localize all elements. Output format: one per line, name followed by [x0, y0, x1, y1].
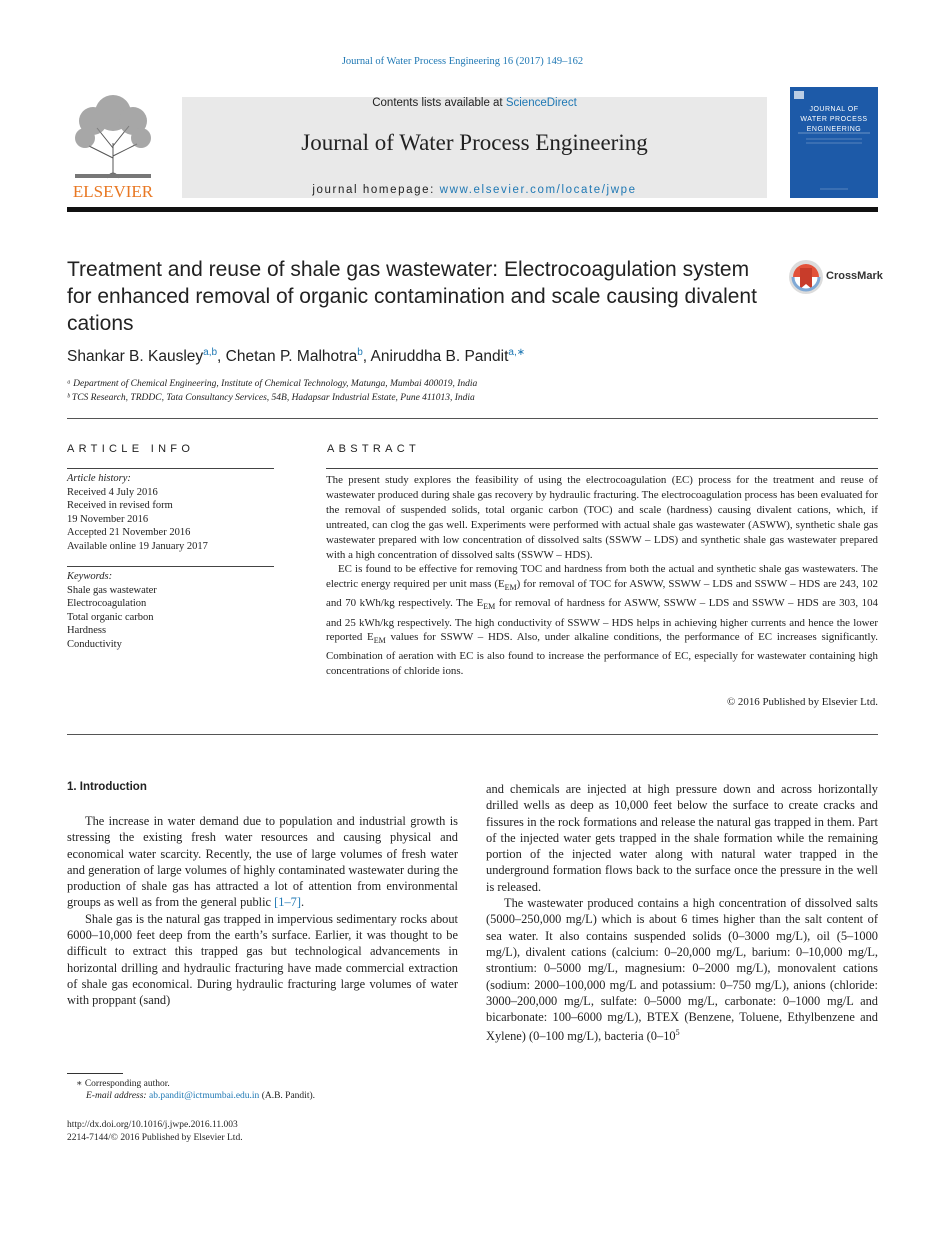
body-column-left [67, 813, 458, 1009]
elsevier-tree-logo [67, 88, 159, 200]
body-paragraph: Shale gas is the natural gas trapped in impervious sedimentary rocks about 6000–10,000 feet deep from the earth’s surface. Earlier, it was thought to be difficult to extract this trapped gas but technological advancements in horizontal drilling and hydraulic fracturing have made commercial extraction of shale gas economical. During hydraulic fracturing large volumes of water with proppant (sand) [67, 911, 458, 1008]
keywords-label: Keywords: [67, 571, 113, 582]
abstract-text: values for SSWW – HDS. Also, under alkaline conditions, the performance of EC increases significantly. Combination of aeration with EC is also found to increase the performance of EC, especially for wastewater containing high concentrations of chloride ions. [326, 631, 878, 678]
article-title: Treatment and reuse of shale gas wastewater: Electrocoagulation system for enhanced removal of organic contamination and scale causing divalent cations [67, 258, 757, 335]
homepage-link[interactable]: www.elsevier.com/locate/jwpe [439, 184, 637, 196]
footnote-email [86, 1091, 315, 1101]
header-rule [67, 207, 878, 212]
cover-title-line: WATER PROCESS [800, 116, 868, 123]
sciencedirect-link[interactable]: ScienceDirect [505, 97, 577, 109]
author-affiliation-marker[interactable]: a,∗ [508, 347, 526, 358]
subscript-em: EM [504, 583, 517, 593]
abstract-paragraph [326, 562, 878, 679]
cover-title [790, 105, 878, 135]
body-paragraph [486, 895, 878, 1045]
affiliation-b: ᵇ TCS Research, TRDDC, Tata Consultancy Services, 54B, Hadapsar Industrial Estate, Pune 411013, India [67, 393, 475, 403]
author-affiliation-marker[interactable]: a,b [203, 347, 218, 358]
cover-art [790, 87, 878, 198]
abstract-end-rule [67, 734, 878, 735]
citation-link[interactable]: [1–7] [274, 895, 301, 910]
body-paragraph [67, 813, 458, 911]
keyword: Conductivity [67, 639, 122, 650]
author-list: Shankar B. Kausley$^{a,b}$, Chetan P. Malhotra$^b$, Aniruddha B. Pandit$^{a,∗}$ [67, 347, 526, 366]
cover-title-line: JOURNAL OF [809, 106, 859, 113]
subscript-em: EM [483, 602, 496, 612]
affiliation-a: ᵃ Department of Chemical Engineering, Institute of Chemical Technology, Matunga, Mumbai 400019, India [67, 379, 478, 389]
section-heading: 1. Introduction [67, 781, 147, 793]
body-text: . [300, 895, 305, 910]
abstract-text: for removal of hardness for ASWW, SSWW – LDS and SSWW – HDS are 303, 104 and 25 kWh/kg respectively. The high conductivity of SSWW – HDS helps in achieving higher currents and hence the lower reported E [326, 597, 878, 644]
abstract-paragraph: The present study explores the feasibility of using the electrocoagulation (EC) process for the treatment and reuse of wastewater produced during shale gas recovery by hydraulic fracturing. The electrocoagulation process has been evaluated for the removal of suspended solids, total organic carbon (TOC) and scale (hardness) causing divalent cations, which, if untreated, can clog the gas well. Experiments were performed with actual shale gas wastewater (ASWW), synthetic shale gas wastewater prepared with low concentration of dissolved salts (SSWW – LDS) and synthetic shale gas wastewater prepared with a high concentration of dissolved salts (SSWW – HDS). [326, 474, 878, 561]
running-head[interactable]: Journal of Water Process Engineering 16 (2017) 149–162 [341, 56, 584, 67]
history-item: Received in revised form [67, 500, 173, 511]
body-paragraph: and chemicals are injected at high pressure down and across horizontally drilled wells as deep as 10,000 feet below the surface to create cracks and fissures in the rock formations and release the natural gas trapped in them. Part of the injected water gets trapped in the shale formation while the remaining portion of the injected water along with natural water trapped in the underground formation flows back to the surface once the pressure in the well is released. [486, 782, 878, 894]
homepage-prefix: journal homepage: [312, 184, 440, 196]
homepage-line [182, 184, 767, 196]
superscript: 5 [675, 1028, 680, 1038]
abstract-text: EC is found to be effective for removing TOC and hardness from both the actual and synthetic shale gas wastewaters. The electric energy required per unit mass (E [326, 563, 878, 591]
author-name[interactable]: Aniruddha B. Pandit [370, 348, 509, 366]
publisher-wordmark: ELSEVIER [72, 182, 154, 200]
body-text: The wastewater produced contains a high concentration of dissolved salts (5000–250,000 mg/L) which is about 6 times higher than the salt content of sea water. It also contains suspended solids (0–3000 mg/L), oil (5–1000 mg/L), divalent cations (calcium: 0–20,000 mg/L, barium: 0–10,000 mg/L, strontium: 0–5000 mg/L, magnesium: 0–2000 mg/L), monovalent cations (sodium: 2000–100,000 mg/L and potassium: 0–750 mg/L), anions (chloride: 3000–200,000 mg/L, sulfate: 0–5000 mg/L, carbonate: 0–1000 mg/L and bicarbonate: 100–6000 mg/L), BTEX (Benzene, Toluene, Ethylbenzene and Xylene) (0–100 mg/L), bacteria (0–10 [486, 896, 878, 1044]
history-item: 19 November 2016 [67, 514, 149, 525]
author-name[interactable]: Shankar B. Kausley [67, 348, 204, 366]
email-link[interactable]: ab.pandit@ictmumbai.edu.in [148, 1091, 260, 1101]
email-label: E-mail address: [86, 1091, 149, 1101]
issn-line: 2214-7144/© 2016 Published by Elsevier Ltd. [67, 1133, 243, 1143]
abstract-body [326, 473, 878, 679]
keyword: Hardness [67, 625, 107, 636]
history-item: Available online 19 January 2017 [67, 541, 208, 552]
abstract-rule [326, 468, 878, 469]
title-rule [67, 418, 878, 419]
history-item: Accepted 21 November 2016 [67, 527, 191, 538]
abstract-text: ) for removal of TOC for ASWW, SSWW – LDS and SSWW – HDS are 243, 102 and 70 kWh/kg respectively. The E [326, 578, 878, 610]
crossmark-label[interactable]: CrossMark [826, 270, 883, 282]
body-column-right [486, 781, 878, 1045]
article-history-label: Article history: [67, 473, 131, 484]
history-item: Received 4 July 2016 [67, 487, 158, 498]
abstract-heading: ABSTRACT [327, 443, 421, 455]
subscript-em: EM [373, 636, 386, 646]
cover-title-line: ENGINEERING [806, 126, 862, 133]
abstract-copyright: © 2016 Published by Elsevier Ltd. [726, 696, 878, 708]
footnote-corresponding: ∗ Corresponding author. [76, 1079, 170, 1089]
footnote-rule [67, 1073, 123, 1074]
author-affiliation-marker[interactable]: b [357, 347, 363, 358]
author-name[interactable]: Chetan P. Malhotra [225, 348, 358, 366]
contents-prefix: Contents lists available at [372, 97, 506, 109]
keyword: Shale gas wastewater [67, 585, 157, 596]
keyword: Electrocoagulation [67, 598, 147, 609]
doi-link[interactable]: http://dx.doi.org/10.1016/j.jwpe.2016.11.003 [67, 1120, 238, 1130]
keywords-rule [67, 566, 274, 567]
keyword: Total organic carbon [67, 612, 154, 623]
article-info-rule [67, 468, 274, 469]
contents-line [182, 97, 767, 109]
email-suffix: (A.B. Pandit). [259, 1091, 315, 1101]
crossmark-icon [788, 259, 824, 295]
journal-cover-thumbnail[interactable] [790, 87, 878, 198]
body-text: The increase in water demand due to population and industrial growth is stressing the existing fresh water resources and causing physical and economical water scarcity. Recently, the use of large volumes of fresh water and generation of large volumes of highly contaminated wastewater during the production of shale gas has attracted a lot of attention from environmental groups as well as from the general public [67, 814, 458, 910]
article-info-heading: ARTICLE INFO [67, 443, 195, 455]
journal-name: Journal of Water Process Engineering [301, 130, 648, 155]
